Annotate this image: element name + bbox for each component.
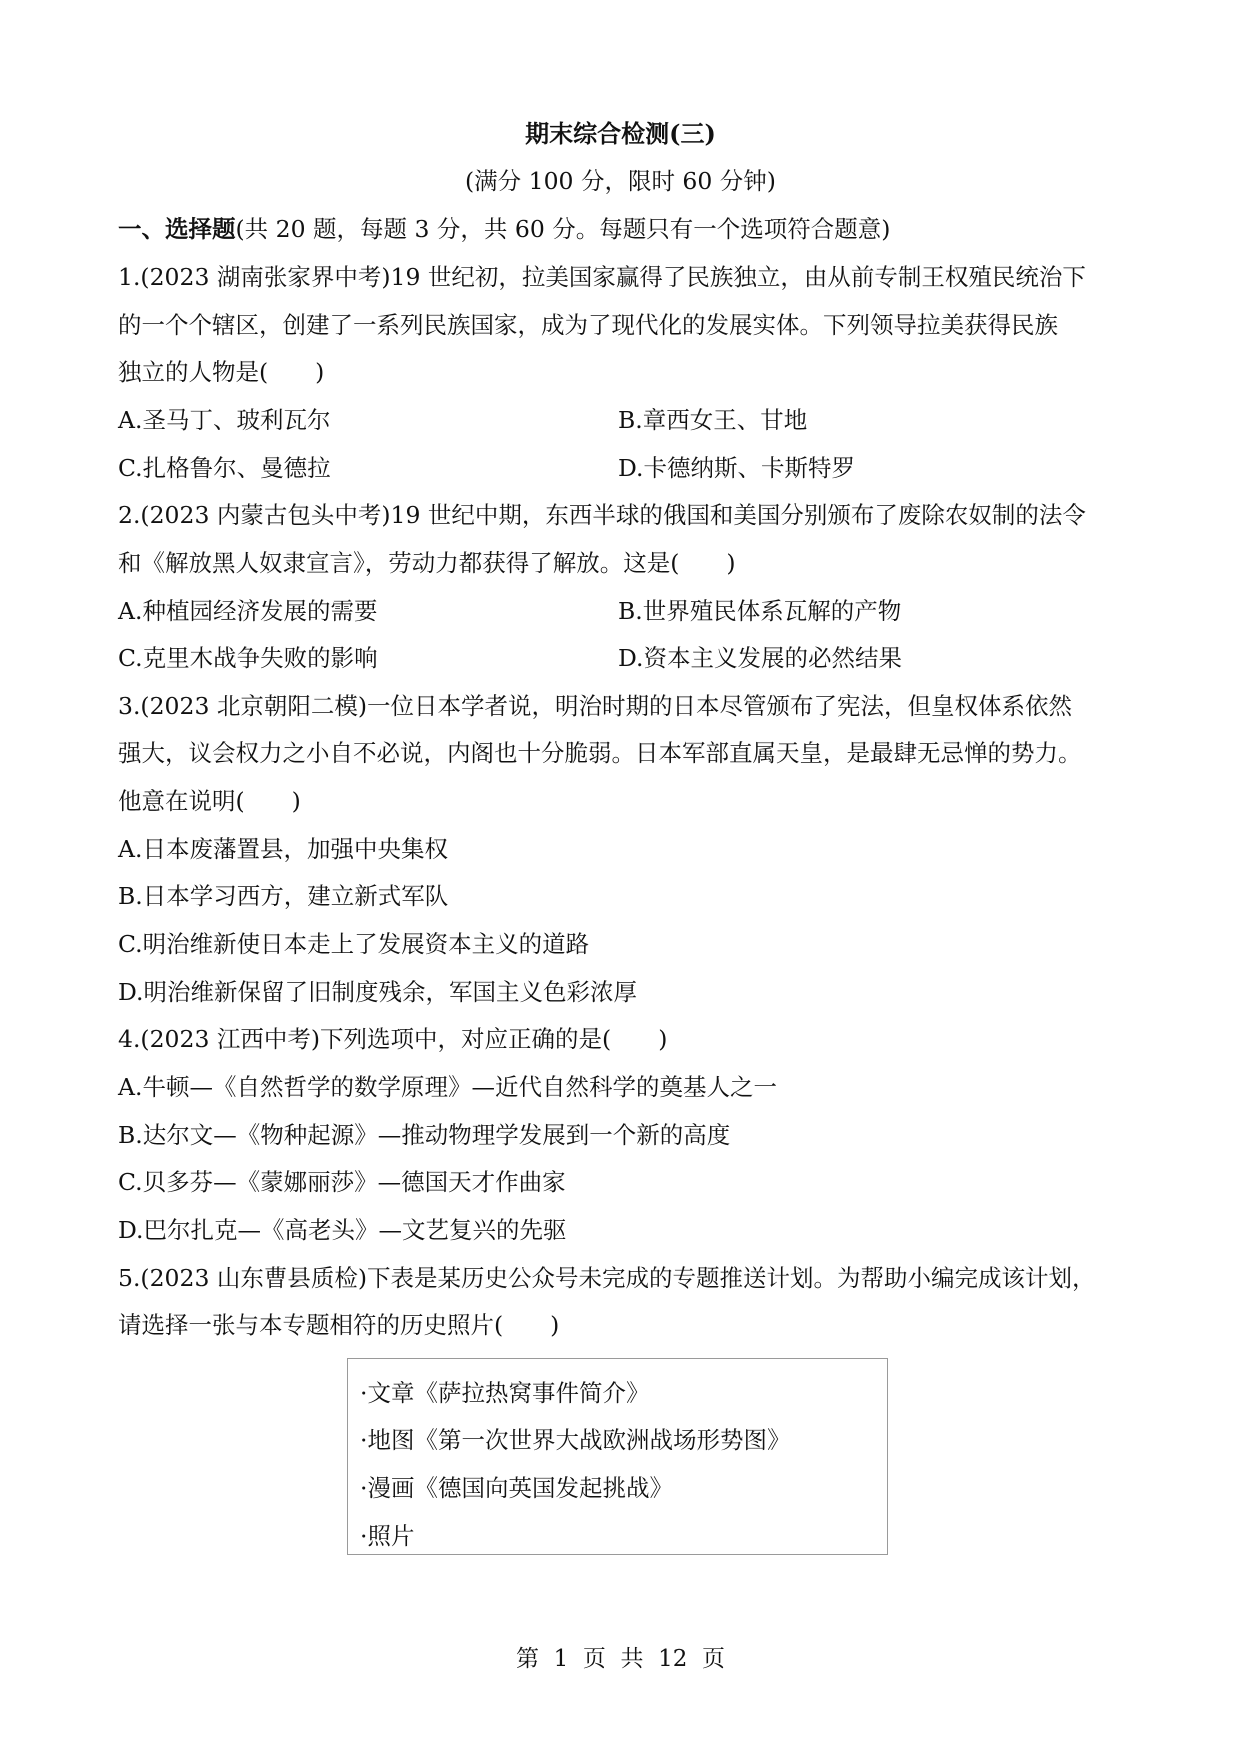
q3-option-c: C.明治维新使日本走上了发展资本主义的道路 [118,930,590,958]
q4-option-a: A.牛顿—《自然哲学的数学原理》—近代自然科学的奠基人之一 [118,1073,777,1101]
q4-stem-line-1: 4.(2023 江西中考)下列选项中，对应正确的是( ) [118,1025,668,1053]
q2-option-a: A.种植园经济发展的需要 [118,597,378,625]
q2-option-d: D.资本主义发展的必然结果 [618,644,902,672]
section-heading-label: 一、选择题 [118,215,236,243]
page-subtitle: (满分 100 分，限时 60 分钟) [465,167,776,195]
q1-option-d: D.卡德纳斯、卡斯特罗 [618,454,855,482]
q5-stem-line-1: 5.(2023 山东曹县质检)下表是某历史公众号未完成的专题推送计划。为帮助小编完成该计划， [118,1264,1096,1292]
q4-option-d: D.巴尔扎克—《高老头》—文艺复兴的先驱 [118,1216,567,1244]
q3-stem-line-2: 强大，议会权力之小自不必说，内阁也十分脆弱。日本军部直属天皇，是最肆无忌惮的势力。 [118,739,1082,767]
q5-plan-box [347,1358,888,1555]
q5-stem-line-2: 请选择一张与本专题相符的历史照片( ) [118,1311,560,1339]
q2-option-c: C.克里木战争失败的影响 [118,644,378,672]
page-footer: 第 1 页 共 12 页 [515,1646,725,1672]
q1-option-a: A.圣马丁、玻利瓦尔 [118,406,331,434]
q1-stem-line-2: 的一个个辖区，创建了一系列民族国家，成为了现代化的发展实体。下列领导拉美获得民族 [118,311,1058,339]
section-heading [118,214,890,244]
q1-stem-line-3: 独立的人物是( ) [118,358,325,386]
q5-plan-item-map: ·地图《第一次世界大战欧洲战场形势图》 [360,1426,791,1454]
q3-stem-line-3: 他意在说明( ) [118,787,301,815]
q2-stem-line-1: 2.(2023 内蒙古包头中考)19 世纪中期，东西半球的俄国和美国分别颁布了废除农奴制的法令 [118,501,1086,529]
q5-plan-item-article: ·文章《萨拉热窝事件简介》 [360,1379,650,1407]
section-heading-note: (共 20 题，每题 3 分，共 60 分。每题只有一个选项符合题意) [235,215,891,243]
page-title: 期末综合检测(三) [525,119,716,148]
q4-option-b: B.达尔文—《物种起源》—推动物理学发展到一个新的高度 [118,1121,731,1149]
q1-option-c: C.扎格鲁尔、曼德拉 [118,454,331,482]
q3-option-d: D.明治维新保留了旧制度残余，军国主义色彩浓厚 [118,978,637,1006]
q3-stem-line-1: 3.(2023 北京朝阳二模)一位日本学者说，明治时期的日本尽管颁布了宪法，但皇权体系依然 [118,692,1073,720]
q4-option-c: C.贝多芬—《蒙娜丽莎》—德国天才作曲家 [118,1168,566,1196]
q1-stem-line-1: 1.(2023 湖南张家界中考)19 世纪初，拉美国家赢得了民族独立，由从前专制王权殖民统治下 [118,263,1086,291]
q3-option-b: B.日本学习西方，建立新式军队 [118,882,449,910]
q1-option-b: B.章西女王、甘地 [618,406,808,434]
q5-plan-item-photo: ·照片 [360,1522,415,1550]
q2-stem-line-2: 和《解放黑人奴隶宣言》，劳动力都获得了解放。这是( ) [118,549,736,577]
q2-option-b: B.世界殖民体系瓦解的产物 [618,597,902,625]
q3-option-a: A.日本废藩置县，加强中央集权 [118,835,448,863]
q5-plan-item-cartoon: ·漫画《德国向英国发起挑战》 [360,1474,673,1502]
